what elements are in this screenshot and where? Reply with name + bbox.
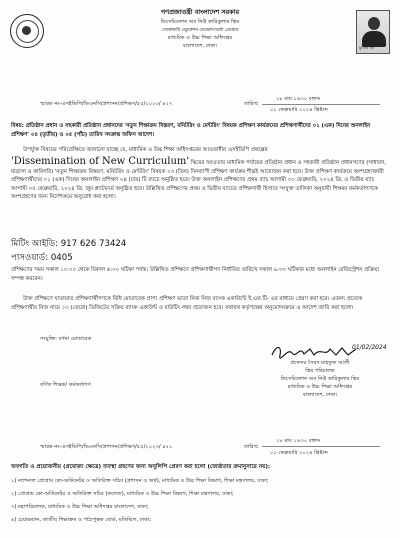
subject-line: বিষয়: প্রতিষ্ঠান প্রধান ও সহকারী প্রতিষ্ঠান প্রধানদের 'নতুন শিক্ষাক্রম বিস্তরণ, মনিটরিং ও মেন্টরিং' বিষয়ক প্রশিক্ষণ কার্যক্রমের প্রশিক্ষণার্থীদের ০১ (এক) দিনের অনলাইন প্রশিক্ষণ' ০৪ (তৃতীয়) ও ০৫ (পাঁচ) তারিখ সংক্রান্ত অফিস আদেশ। [11,123,371,138]
memo-date-bangla: ১৮ মাঘ ১৪৩০ বঙ্গাব্দ [276,96,321,102]
copy-item-1: ১) ন্যাশনাল প্রোগ্রাম কো-অর্ডিনেটর ও অতিরিক্ত সচিব (প্রশাসন ও অর্থ), মাধ্যমিক ও উচ্চ শিক্ষা বিভাগ, শিক্ষা মন্ত্রণালয়, ঢাকা; [11,478,269,484]
copy-item-3: ৩) মহাপরিচালক, মাধ্যমিক ও উচ্চ শিক্ষা অধিদপ্তর বাংলাদেশ, ঢাকা; [11,504,149,510]
signatory-title: স্কিম পরিচালক [305,368,335,374]
header-line-1: গণপ্রজাতন্ত্রী বাংলাদেশ সরকার [161,8,239,16]
signatory-org-3: বাংলাদেশ, ঢাকা। [302,392,338,398]
header-line-4: মাধ্যমিক ও উচ্চ শিক্ষা অধিদপ্তর [167,35,233,41]
body-paragraph-3: উক্ত প্রশিক্ষণে যাতায়াত প্রশিক্ষণার্থীগণকে বিধি মোতাবেক প্রাপ্য প্রশিক্ষণ ভাতা নিজ নিজ ব্যাংক একাউন্টে ই.এফ.টি- এর মাধ্যমে প্রেরণ করা হবে। এজন্য প্রত্যেক প্রশিক্ষণার্থীর নিজ নামে ১৩ (তেরো) ডিজিটের সক্রিয় ব্যাংক একাউন্ট ও রাউটিং নম্বর প্রয়োজন হবে। যথাযথ কর্তৃপক্ষের অনুমোদনক্রমে এ আদেশ জারি করা হলো। [11,296,363,311]
project-name: 'Dissemination of New Curriculum' [11,155,190,167]
body-paragraph-1 [11,146,389,202]
signatory-name: প্রফেসর সৈয়দ মাহফুজ আলী [290,360,350,366]
copy-item-2: ২) প্রোগ্রাম কো-অর্ডিনেটর ও অতিরিক্ত সচিব (কলেজ), মাধ্যমিক ও উচ্চ শিক্ষা বিভাগ, শিক্ষা মন্ত্রণালয়, ঢাকা; [11,491,234,497]
memo-reference: স্মারক নং-এসইডিপি/ডিএনসি/প্রশাসন/প্রশিক্ষণ/৫৫/২০২৩/ ৪২৭ [40,101,173,107]
signatory-org-2: মাধ্যমিক ও উচ্চ শিক্ষা অধিদপ্তর [287,384,353,390]
signature-date: 01/02/2024 [352,344,387,351]
memo2-reference: স্মারক নং-এসইডিপি/ডিএনসি/প্রশাসন/প্রশিক্ষণ/৫৫/২০২৩/ ৪২১ [40,444,173,450]
copy-intro: অবগতি ও প্রয়োজনীয় (প্রযোজ্য ক্ষেত্রে) ব্যবস্থা গ্রহণের জন্য অনুলিপি প্রেরণ করা হলো (জ্যেষ্ঠতার ক্রমানুসারে নয়): [11,464,271,470]
meeting-passcode: পাসওয়ার্ড: 0405 [11,253,73,263]
portrait-caption: মুজিব বর্ষ [359,45,374,50]
meeting-id: মিটিং আইডি: 917 626 73424 [11,239,127,249]
memo2-date-label: তারিখ: [244,444,259,450]
portrait-image [356,10,390,54]
government-seal-logo [10,14,44,48]
memo-date-english: ০১ ফেব্রুয়ারি ২০২৪ খ্রিষ্টাব্দ [270,107,328,113]
header-line-2: ডিসেমিনেশন অব নিউ কারিকুলাম স্কিম [160,19,240,25]
copy-item-4: ৪) চেয়ারম্যান, জাতীয় শিক্ষাক্রম ও পাঠ্যপুস্তক বোর্ড, মতিঝিল, ঢাকা; [11,517,152,523]
memo2-date-bangla: ১৮ মাঘ ১৪৩০ বঙ্গাব্দ [276,438,321,444]
body-paragraph-2: প্রশিক্ষণের সময় সকাল ১০:০০ থেকে বিকাল ৪:০০ ঘটিকা পর্যন্ত। উল্লিখিত প্রশিক্ষণে প্রশিক্ষণার্থীগণ নির্ধারিত তারিখে সকাল ৯:৩০ ঘটিকার মধ্যে অনলাইন রেজিস্ট্রেশন প্রক্রিয়া সম্পন্ন করবেন। [11,267,379,282]
recipients-label: বর্ণিত শিক্ষক/ কর্মকর্তাগণ [40,382,91,388]
attachment-note: সংযুক্তি: বর্ণনা মোতাবেক [40,336,92,342]
handwritten-signature [270,343,360,361]
memo2-date-english: ০১ ফেব্রুয়ারি ২০২৪ খ্রিষ্টাব্দ [270,450,328,456]
header-line-3: সেকেন্ডারি এডুকেশন ডেভেলপমেন্ট প্রোগ্রাম [161,28,239,33]
signatory-org-1: ডিসেমিনেশন অব নিউ কারিকুলাম স্কিম [280,376,360,382]
para1-lead: উপর্যুক্ত বিষয়ের পরিপ্রেক্ষিতে জানানো যাচ্ছে যে, মাধ্যমিক ও উচ্চ শিক্ষা অধিদপ্তরের আওতাধীন এসইডিপি প্রকল্পের [23,147,268,153]
para1-rest: স্কিমের আওতায় মাধ্যমিক পর্যায়ের প্রতিষ্ঠান প্রধান ও সহকারী প্রতিষ্ঠান প্রধানগণের (সাধারণ, মাদ্রাসা ও কারিগরি) 'নতুন শিক্ষাক্রম বিস্তরণ, মনিটরিং ও মেন্টরিং' বিষয়ক ০৩ (তিন) দিনব্যাপী প্রশিক্ষণ কার্যক্রম শীঘ্রই আয়োজন করা হবে। উক্ত প্রশিক্ষণ কার্যক্রমে অংশগ্রহণকারী প্রশিক্ষণার্থীদের ০১ (এক) দিনের অনলাইন প্রশিক্ষণ ০৪ (চার) টি ব্যাচে অনুষ্ঠিত হবে। উক্ত অনলাইন প্রশিক্ষণের প্রথম ব্যাচ আগামী ০৩ ফেব্রুয়ারি, ২০২৪ খ্রি. ও দ্বিতীয় ব্যাচ আগামী ০৫ ফেব্রুয়ারি, ২০২৪ খ্রি. জুম প্ল্যাটফর্মে অনুষ্ঠিত হবে। উল্লিখিত প্রশিক্ষণের প্রথম ও দ্বিতীয় ব্যাচের প্রশিক্ষণার্থী হিসাবে সংযুক্ত তালিকা অনুযায়ী শিক্ষক/ কর্মকর্তাগণকে অংশগ্রহণের জন্য নির্দেশক্রমে অনুরোধ করা হলো। [11,159,387,201]
memo-date-label: তারিখ: [244,101,259,107]
header-line-5: বাংলাদেশ, ঢাকা। [182,43,218,49]
